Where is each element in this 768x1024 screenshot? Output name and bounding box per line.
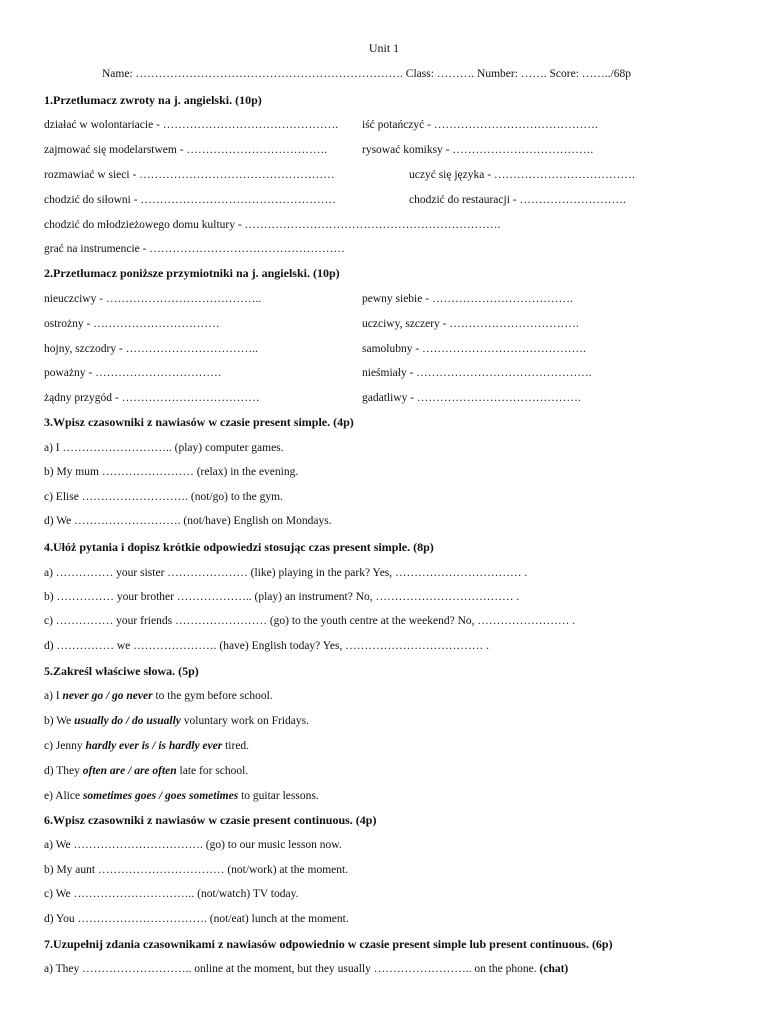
s5-item-suffix: voluntary work on Fridays. — [180, 715, 309, 727]
s5-item-suffix: to guitar lessons. — [238, 790, 319, 802]
section-4-header: 4.Ułóż pytania i dopisz krótkie odpowiedzi stosując czas present simple. (8p) — [44, 540, 434, 554]
s5-item — [44, 764, 248, 778]
s4-item: a) …………… your sister ………………… (like) playing in the park? Yes, …………………………… . — [44, 567, 528, 579]
s5-item-suffix: to the gym before school. — [152, 690, 273, 702]
s5-item-prefix: e) Alice — [44, 790, 83, 802]
s7-item-verb: (chat) — [539, 963, 569, 975]
s4-item: d) …………… we …………………. (have) English today? Yes, ……………………………… . — [44, 640, 489, 652]
s1-left-item: zajmować się modelarstwem - ………………………………. — [44, 144, 328, 156]
section-7-header: 7.Uzupełnij zdania czasownikami z nawiasów odpowiednio w czasie present simple lub present continuous. (6p) — [44, 937, 613, 951]
page-title: Unit 1 — [368, 41, 400, 55]
s2-right-item: gadatliwy - ……………………………………. — [362, 392, 581, 404]
s5-item — [44, 689, 273, 703]
s5-item-prefix: d) They — [44, 765, 83, 777]
student-info-line: Name: ……………………………………………………………. Class: ………. Number: ……. Score: ……../68p — [102, 68, 631, 80]
s5-item — [44, 789, 319, 803]
s1-left-item: działać w wolontariacie - ………………………………………. — [44, 119, 339, 131]
s5-item — [44, 714, 309, 728]
s2-right-item: samolubny - ……………………………………. — [362, 343, 586, 355]
s5-item-prefix: c) Jenny — [44, 740, 86, 752]
s5-item-prefix: a) I — [44, 690, 63, 702]
section-3-header: 3.Wpisz czasowniki z nawiasów w czasie present simple. (4p) — [44, 415, 354, 429]
s2-left-item: ostrożny - …………………………… — [44, 318, 220, 330]
s6-item: c) We ………………………….. (not/watch) TV today. — [44, 888, 299, 900]
s1-right-item: chodzić do restauracji - ………………………. — [409, 194, 626, 206]
s1-right-item: uczyć się języka - ………………………………. — [409, 169, 635, 181]
s1-right-item: rysować komiksy - ………………………………. — [362, 144, 594, 156]
s2-left-item: żądny przygód - ……………………………… — [44, 392, 260, 404]
s5-item-options: never go / go never — [62, 690, 153, 702]
s1-right-item: iść potańczyć - ……………………………………. — [362, 119, 598, 131]
s1-left-item: grać na instrumencie - …………………………………………… — [44, 243, 345, 255]
section-5-header: 5.Zakreśl właściwe słowa. (5p) — [44, 664, 199, 678]
s2-right-item: uczciwy, szczery - ……………………………. — [362, 318, 579, 330]
s3-item: c) Elise ………………………. (not/go) to the gym. — [44, 491, 283, 503]
s5-item-suffix: late for school. — [176, 765, 249, 777]
s5-item-options: usually do / do usually — [74, 715, 181, 727]
s6-item: b) My aunt …………………………… (not/work) at the moment. — [44, 864, 349, 876]
s6-item: d) You ……………………………. (not/eat) lunch at the moment. — [44, 913, 349, 925]
section-1-header: 1.Przetłumacz zwroty na j. angielski. (10p) — [44, 93, 262, 107]
s7-item-text: a) They ……………………….. online at the moment, but they usually …………………….. on the phone. — [44, 963, 540, 975]
s2-right-item: nieśmiały - ………………………………………. — [362, 367, 592, 379]
s3-item: a) I ……………………….. (play) computer games. — [44, 442, 284, 454]
s3-item: d) We ………………………. (not/have) English on Mondays. — [44, 515, 332, 527]
s3-item: b) My mum …………………… (relax) in the evening. — [44, 466, 299, 478]
s1-left-item: chodzić do młodzieżowego domu kultury - …………………………………………………………. — [44, 219, 501, 231]
section-6-header: 6.Wpisz czasowniki z nawiasów w czasie present continuous. (4p) — [44, 813, 377, 827]
s1-left-item: rozmawiać w sieci - …………………………………………… — [44, 169, 335, 181]
s5-item-prefix: b) We — [44, 715, 75, 727]
s5-item-options: hardly ever is / is hardly ever — [85, 740, 223, 752]
s5-item-options: often are / are often — [82, 765, 177, 777]
s2-left-item: poważny - …………………………… — [44, 367, 222, 379]
s2-left-item: hojny, szczodry - …………………………….. — [44, 343, 258, 355]
section-2-header: 2.Przetłumacz poniższe przymiotniki na j. angielski. (10p) — [44, 266, 340, 280]
s2-right-item: pewny siebie - ………………………………. — [362, 293, 573, 305]
s2-left-item: nieuczciwy - ………………………………….. — [44, 293, 262, 305]
s5-item-options: sometimes goes / goes sometimes — [82, 790, 239, 802]
s4-item: c) …………… your friends …………………… (go) to the youth centre at the weekend? No, …………………… . — [44, 615, 576, 627]
s6-item: a) We ……………………………. (go) to our music lesson now. — [44, 839, 342, 851]
s5-item — [44, 739, 249, 753]
s7-item — [44, 962, 568, 976]
s5-item-suffix: tired. — [222, 740, 250, 752]
s1-left-item: chodzić do siłowni - …………………………………………… — [44, 194, 336, 206]
s4-item: b) …………… your brother ……………….. (play) an instrument? No, ……………………………… . — [44, 591, 520, 603]
